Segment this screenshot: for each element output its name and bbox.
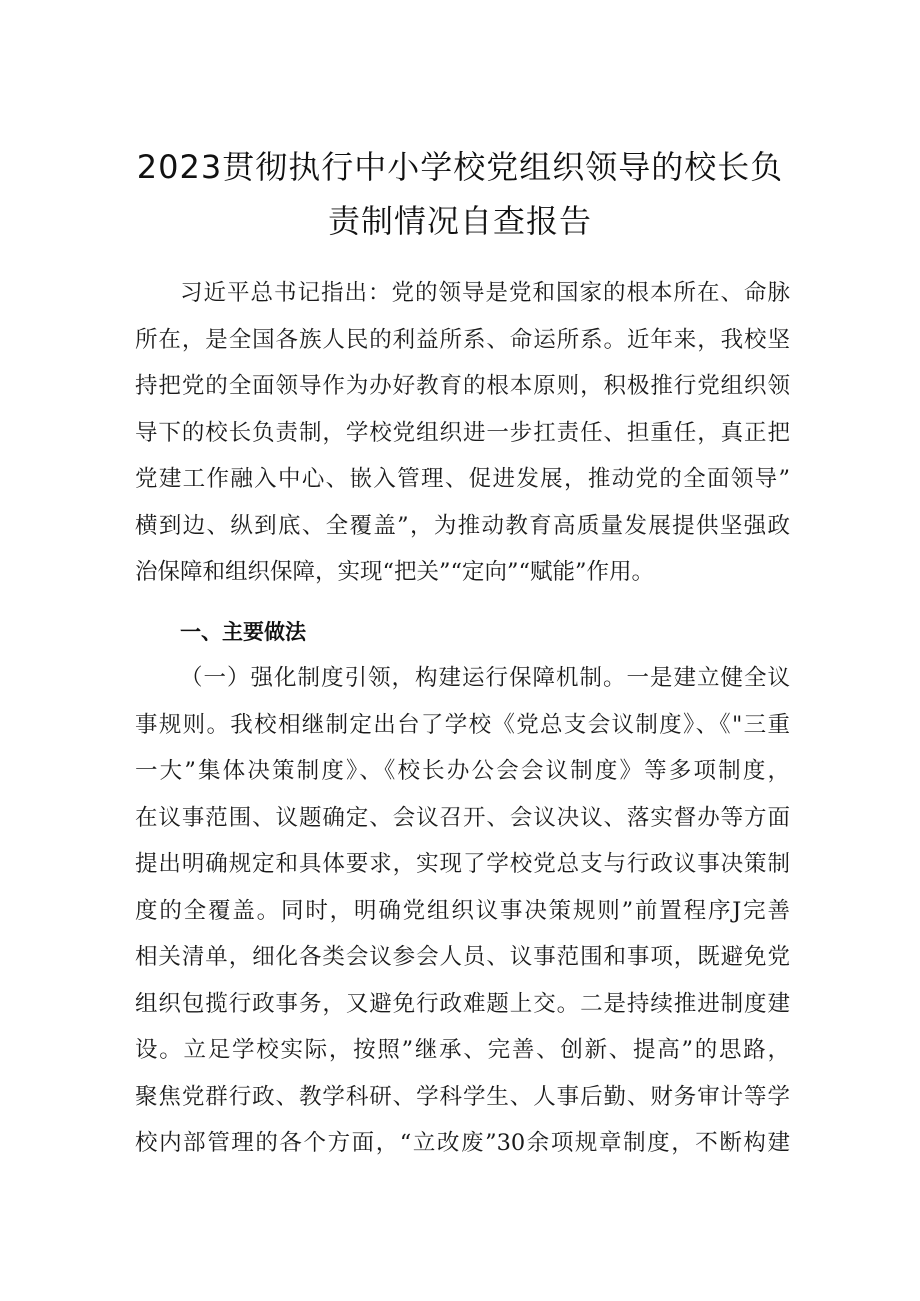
intro-line: 所在，是全国各族人民的利益所系、命运所系。近年来，我校坚 xyxy=(135,326,790,353)
intro-line: 治保障和组织保障，实现“把关”“定向”“赋能”作用。 xyxy=(135,559,655,585)
intro-line: 持把党的全面领导作为办好教育的根本原则，积极推行党组织领 xyxy=(135,373,790,399)
section-paragraph xyxy=(135,655,790,1167)
section-line: 校内部管理的各个方面，“立改废”30余项规章制度，不断构建 xyxy=(135,1130,790,1156)
section-line: 提出明确规定和具体要求，实现了学校党总支与行政议事决策制 xyxy=(135,851,790,877)
section-line: 组织包揽行政事务，又避免行政难题上交。二是持续推进制度建 xyxy=(135,990,790,1017)
section-line: 一大”集体决策制度》、《校长办公会会议制度》等多项制度， xyxy=(135,758,790,784)
title-line-1: 2023贯彻执行中小学校党组织领导的校长负 xyxy=(136,148,784,186)
section-line: 度的全覆盖。同时，明确党组织议事决策规则”前置程序J完善 xyxy=(135,897,790,924)
intro-line: 习近平总书记指出：党的领导是党和国家的根本所在、命脉 xyxy=(180,280,790,306)
section-line: 在议事范围、议题确定、会议召开、会议决议、落实督办等方面 xyxy=(135,804,790,831)
section-line: 事规则。我校相继制定出台了学校《党总支会议制度》、《"三重 xyxy=(135,711,790,738)
section-line: 聚焦党群行政、教学科研、学科学生、人事后勤、财务审计等学 xyxy=(135,1083,790,1110)
intro-line: 党建工作融入中心、嵌入管理、促进发展，推动党的全面领导” xyxy=(135,466,790,492)
document-title xyxy=(100,140,820,248)
intro-line: 横到边、纵到底、全覆盖”，为推动教育高质量发展提供坚强政 xyxy=(135,512,790,539)
section-line: 相关清单，细化各类会议参会人员、议事范围和事项，既避免党 xyxy=(135,944,790,970)
section-line: 设。立足学校实际，按照”继承、完善、创新、提高”的思路， xyxy=(135,1037,790,1063)
intro-line: 导下的校长负责制，学校党组织进一步扛责任、担重任，真正把 xyxy=(135,419,790,446)
title-line-2: 责制情况自查报告 xyxy=(327,202,592,240)
section-line: （一）强化制度引领，构建运行保障机制。一是建立健全议 xyxy=(180,665,790,691)
section-heading: 一、主要做法 xyxy=(180,620,306,644)
intro-paragraph xyxy=(135,270,790,596)
